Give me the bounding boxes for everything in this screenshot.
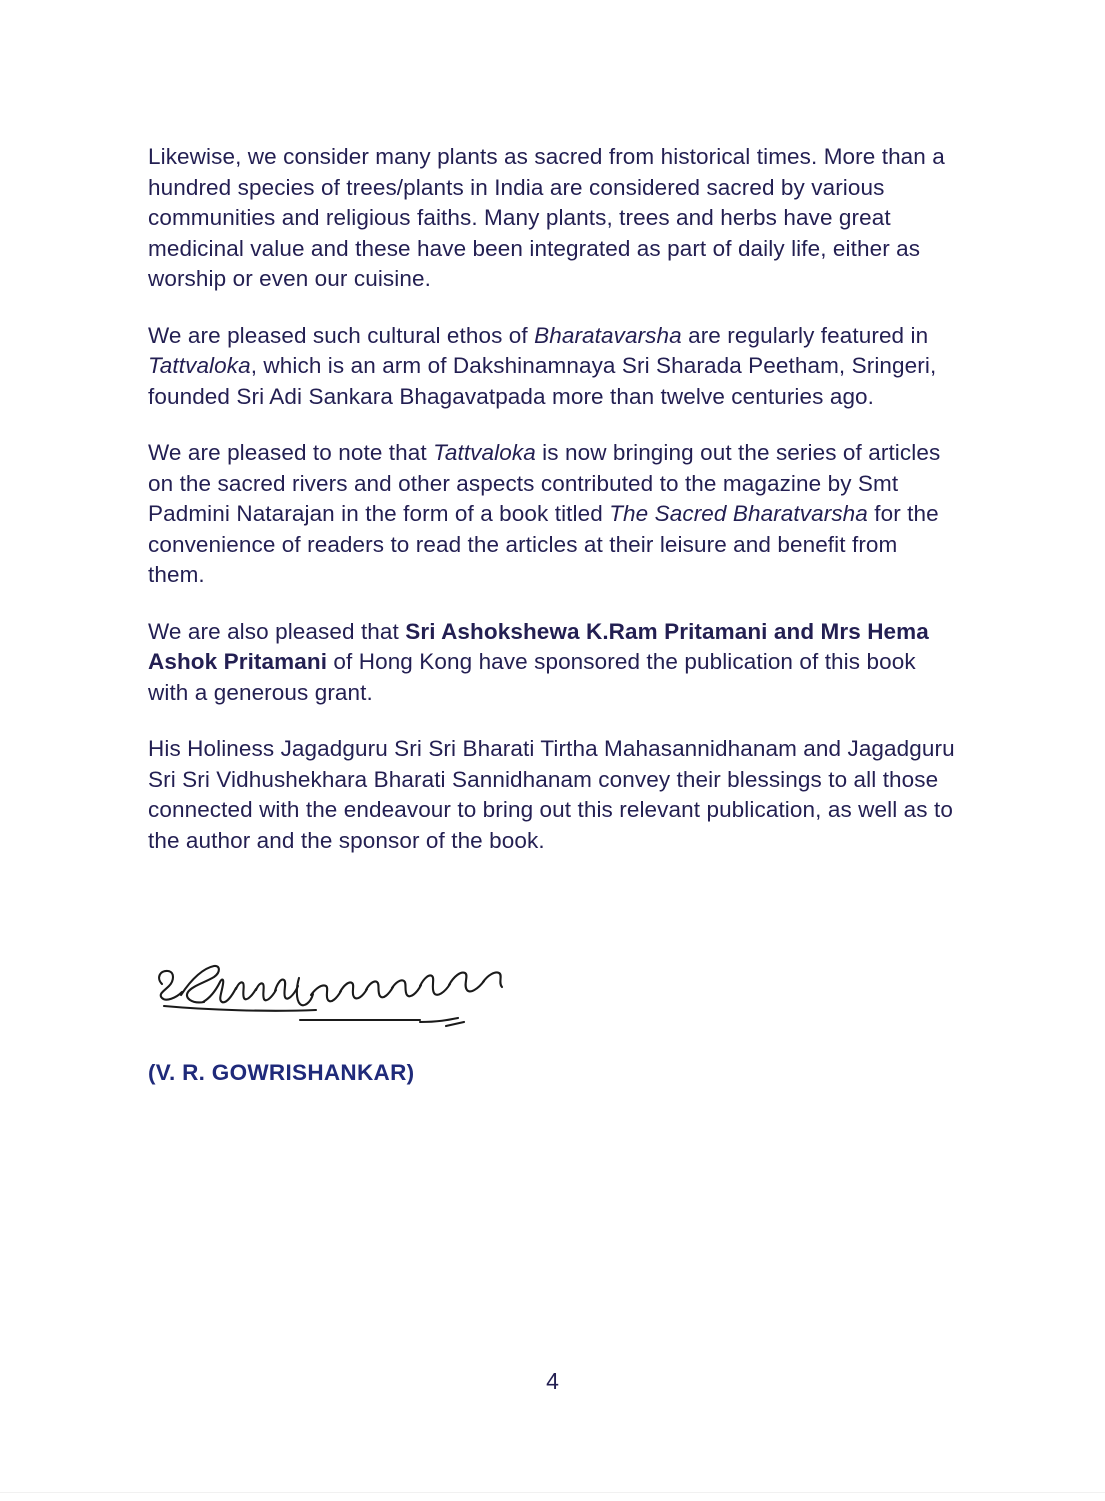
text-run-1: We are pleased to note that [148, 440, 434, 465]
text-run-4: The Sacred Bharatvarsha [609, 501, 868, 526]
document-body [148, 142, 960, 856]
text-run-3: of Hong Kong have sponsored the publication of this book with a generous grant. [148, 649, 916, 705]
paragraph-4 [148, 617, 960, 709]
signer-name: (V. R. GOWRISHANKAR) [148, 1060, 415, 1085]
text-run-1: His Holiness Jagadguru Sri Sri Bharati Tirtha Mahasannidhanam and Jagadguru Sri Sri Vidhushekhara Bharati Sannidhanam convey their blessings to all those connected with the endeavour to bring out this relevant publication, as well as to the author and the sponsor of the book. [148, 736, 955, 853]
paragraph-5 [148, 734, 960, 856]
text-run-1: We are also pleased that [148, 618, 406, 644]
text-run-2: Sri Ashokshewa K.Ram Pritamani and Mrs Hema Ashok Pritamani [148, 618, 929, 674]
text-run-1: We are pleased such cultural ethos of [148, 322, 535, 348]
signature-image [148, 948, 568, 1058]
paragraph-1 [148, 142, 960, 295]
page-number: 4 [546, 1368, 559, 1394]
text-run-2: Tattvaloka [433, 440, 536, 465]
text-run-5: for the convenience of readers to read the articles at their leisure and benefit from them. [148, 501, 939, 587]
text-run-3: is now bringing out the series of articles on the sacred rivers and other aspects contributed to the magazine by Smt Padmini Natarajan in the form of a book titled [148, 440, 941, 526]
text-run-2: Bharatavarsha [534, 322, 682, 348]
text-run-3: are regularly featured in [681, 322, 929, 348]
text-run-5: , which is an arm of Dakshinamnaya Sri Sharada Peetham, Sringeri, founded Sri Adi Sankara Bhagavatpada more than twelve centuries ago. [148, 353, 937, 409]
paragraph-2 [148, 321, 960, 413]
text-run-4: Tattvaloka [148, 353, 251, 378]
paragraph-3 [148, 438, 960, 591]
text-run-1: Likewise, we consider many plants as sacred from historical times. More than a hundred species of trees/plants in India are considered sacred by various communities and religious faiths. Many plants, trees and herbs have great medicinal value and these have been integrated as part of daily life, either as worship or even our cuisine. [148, 144, 945, 291]
